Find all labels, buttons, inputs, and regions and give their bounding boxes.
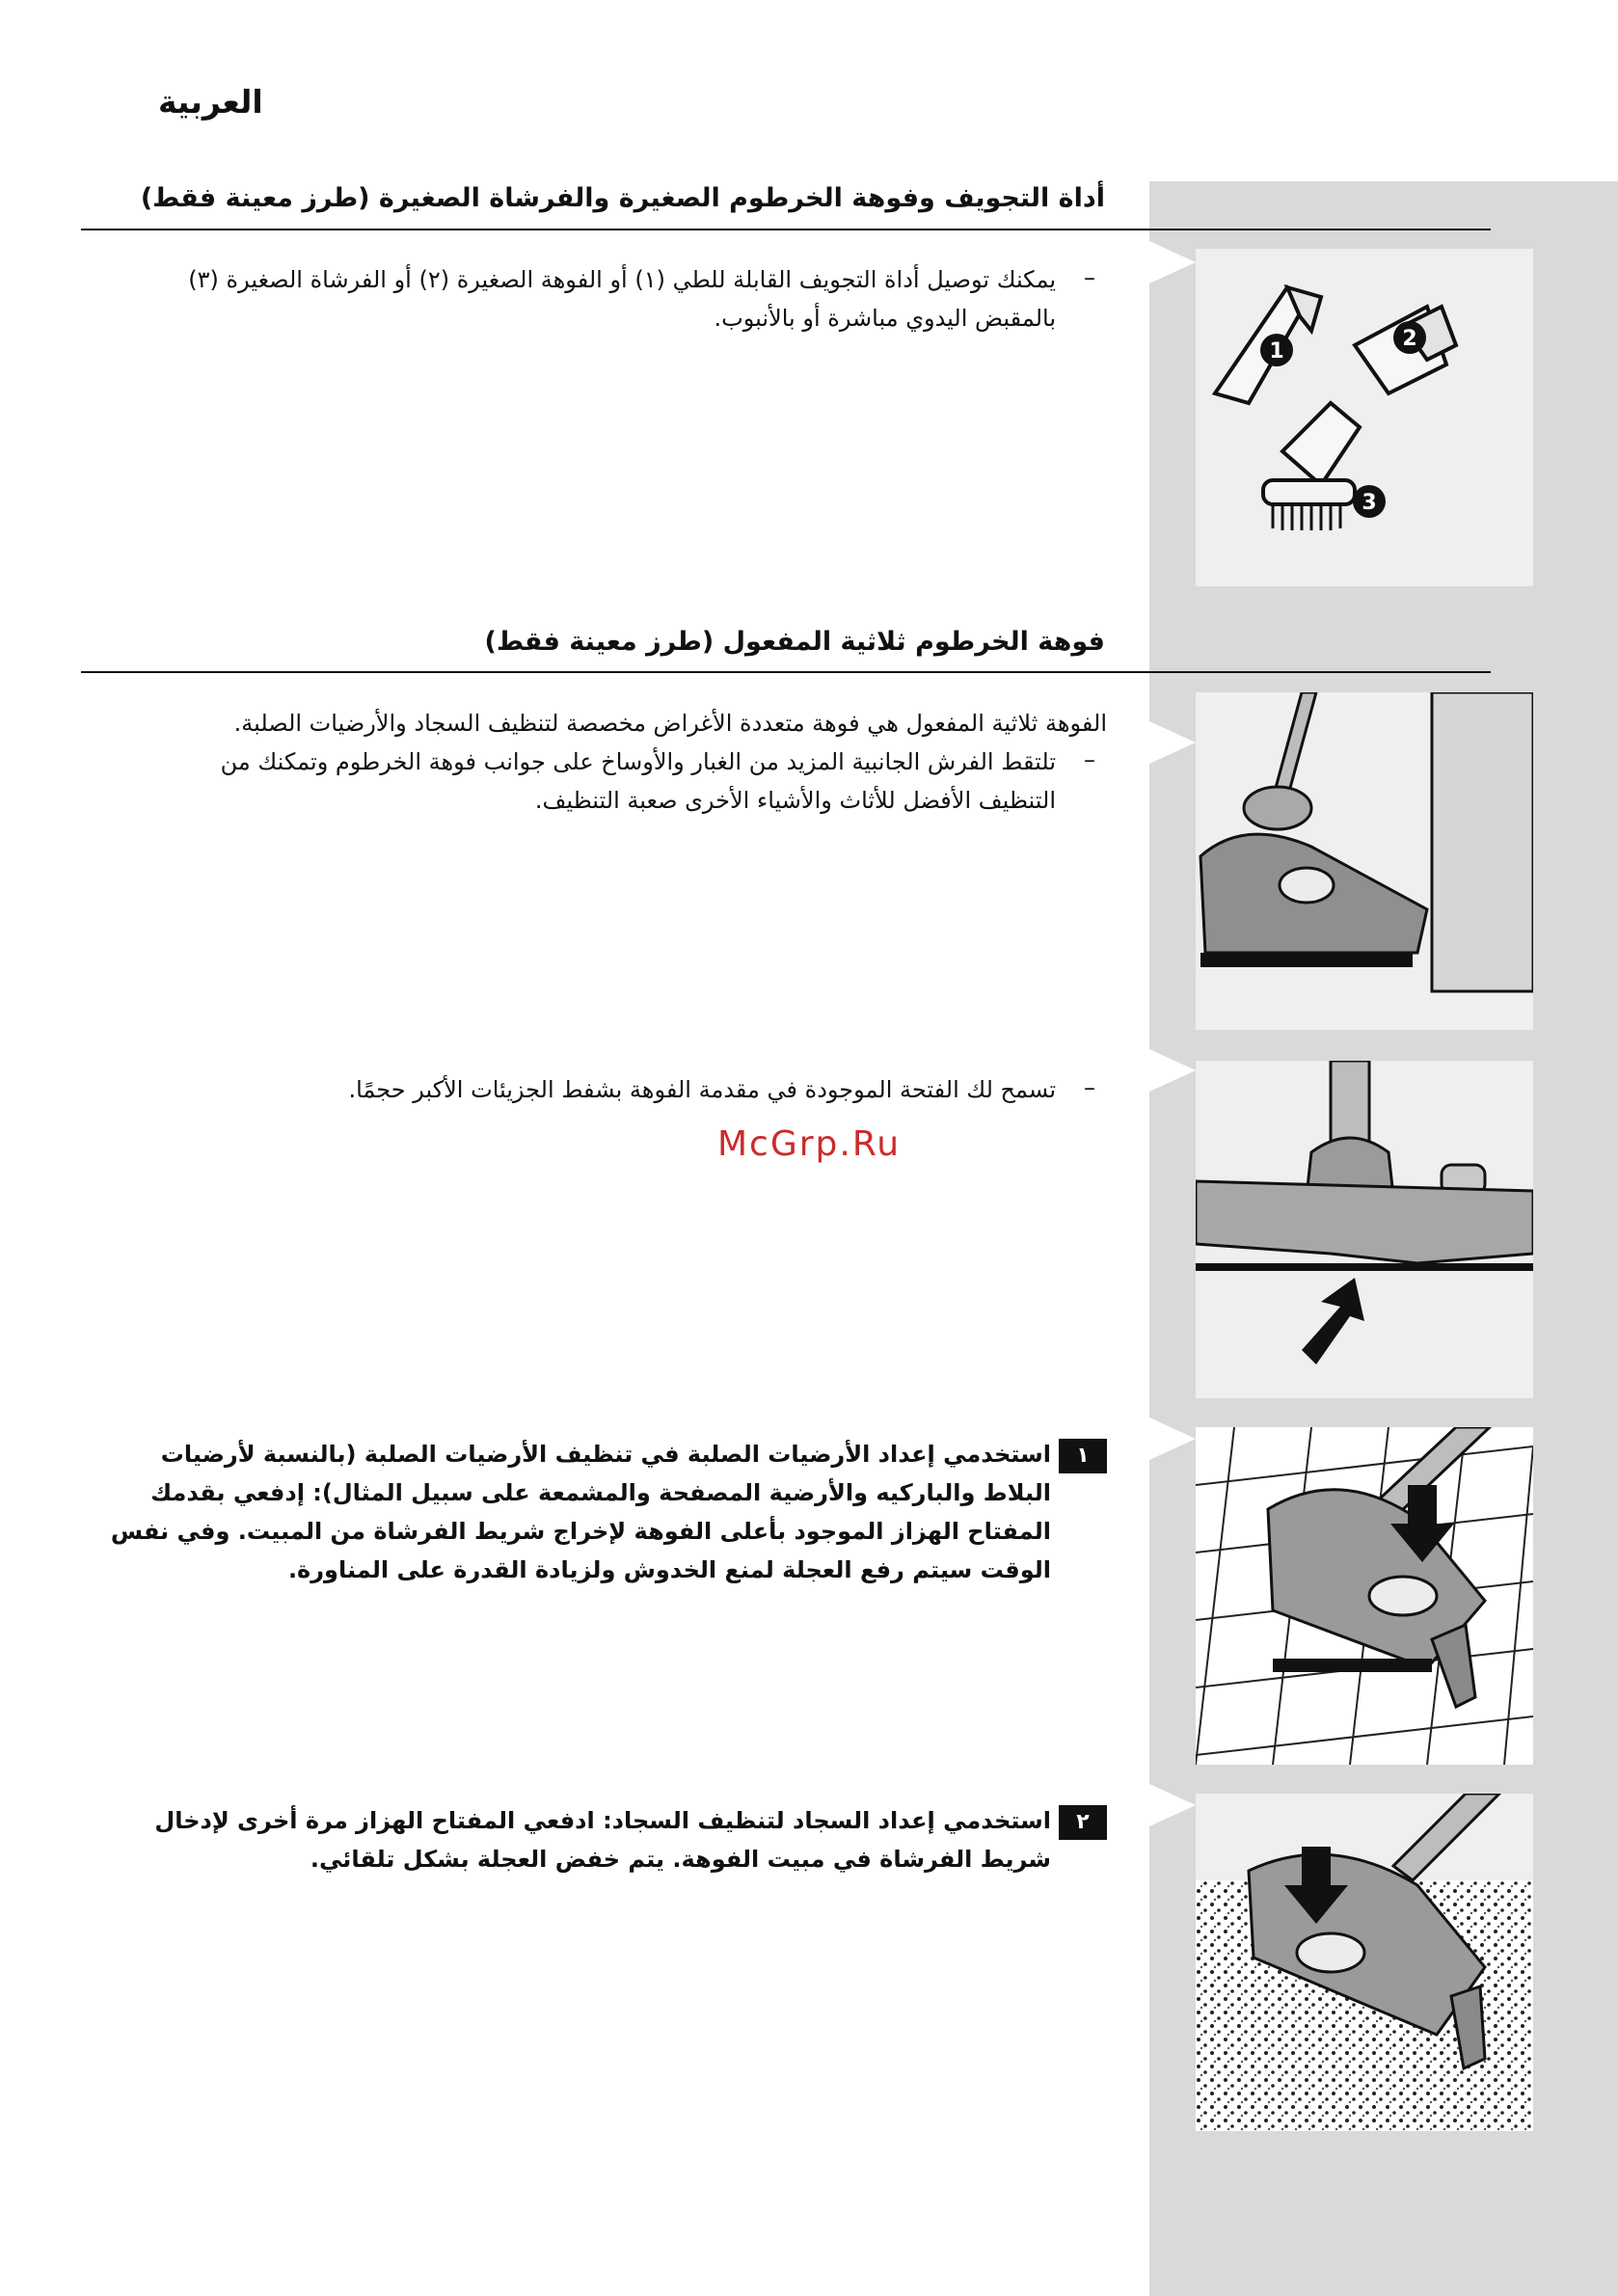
section-heading-accessories: أداة التجويف وفوهة الخرطوم الصغيرة والفرشاة الصغيرة (طرز معينة فقط) (140, 183, 1105, 213)
accessories-text: يمكنك توصيل أداة التجويف القابلة للطي (١) أو الفوهة الصغيرة (٢) أو الفرشاة الصغيرة (٣) بالمقبض اليدوي مباشرة أو بالأنبوب. (188, 266, 1056, 332)
section-heading-triactive: فوهة الخرطوم ثلاثية المفعول (طرز معينة فقط) (484, 627, 1105, 657)
side-brushes-text: تلتقط الفرش الجانبية المزيد من الغبار والأوساخ على جوانب فوهة الخرطوم وتمكنك من التنظيف الأفضل للأثاث والأشياء الأخرى صعبة التنظيف. (220, 748, 1056, 814)
watermark: McGrp.Ru (717, 1124, 902, 1164)
panel-pointer (1149, 241, 1196, 284)
front-opening-text: تسمح لك الفتحة الموجودة في مقدمة الفوهة بشفط الجزيئات الأكبر حجمًا. (348, 1076, 1056, 1103)
label-2: 2 (1402, 327, 1417, 351)
panel-pointer (1149, 721, 1196, 764)
bullet-marker: – (1084, 264, 1095, 291)
step-1-text: استخدمي إعداد الأرضيات الصلبة في تنظيف الأرضيات الصلبة (بالنسبة لأرضيات البلاط والباركيه والأرضية المصفحة والمشمعة على سبيل المثال): إدفعي بقدمك المفتاح الهزاز الموجود بأعلى الفوهة لإخراج شريط الفرشاة من المبيت. وفي نفس الوقت سيتم رفع العجلة لمنع الخدوش ولزيادة القدرة على المناورة. (110, 1441, 1051, 1583)
carpet-image (1196, 1794, 1533, 2131)
label-3: 3 (1362, 491, 1377, 515)
label-1: 1 (1269, 339, 1284, 364)
panel-pointer (1149, 1049, 1196, 1092)
bullet-marker: – (1084, 746, 1095, 773)
step-1-number: ١ (1059, 1439, 1107, 1473)
section-rule (81, 671, 1491, 673)
section-rule (81, 229, 1491, 230)
accessories-image (1196, 249, 1533, 586)
language-label: العربية (158, 83, 263, 121)
step-2-number: ٢ (1059, 1805, 1107, 1840)
bullet-marker: – (1084, 1074, 1095, 1101)
step-2-text: استخدمي إعداد السجاد لتنظيف السجاد: ادفعي المفتاح الهزاز مرة أخرى لإدخال شريط الفرشاة في مبيت الفوهة. يتم خفض العجلة بشكل تلقائي. (154, 1807, 1051, 1873)
panel-pointer (1149, 1784, 1196, 1826)
panel-pointer (1149, 1418, 1196, 1460)
triactive-intro: الفوهة ثلاثية المفعول هي فوهة متعددة الأغراض مخصصة لتنظيف السجاد والأرضيات الصلبة. (233, 710, 1107, 737)
front-opening-image (1196, 1061, 1533, 1398)
hard-floor-image (1196, 1427, 1533, 1765)
side-brush-image (1196, 692, 1533, 1030)
